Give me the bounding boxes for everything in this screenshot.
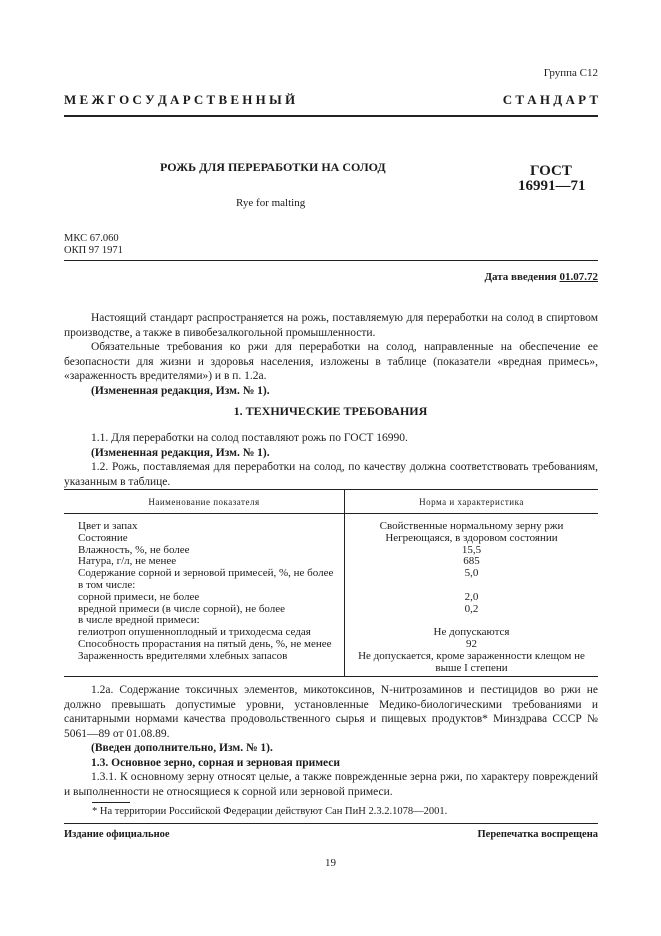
table-cell-name: Содержание сорной и зерновой примесей, %, не более bbox=[64, 568, 345, 580]
column-header-name: Наименование показателя bbox=[64, 490, 345, 514]
table-cell-value: 92 bbox=[466, 637, 477, 650]
table-cell-name: Влажность, %, не более bbox=[64, 545, 345, 557]
table-cell-value: 0,2 bbox=[464, 602, 479, 615]
document-title-en: Rye for malting bbox=[236, 197, 306, 209]
footnote-separator bbox=[92, 802, 130, 803]
codes-rule bbox=[64, 260, 598, 261]
table-cell-value: 15,5 bbox=[461, 543, 482, 556]
table-cell-value bbox=[345, 580, 599, 592]
page-number: 19 bbox=[325, 857, 336, 869]
gost-label: ГОСТ bbox=[530, 163, 572, 179]
clause-1-1-amendment: (Измененная редакция, Изм. № 1). bbox=[91, 446, 270, 459]
table-row bbox=[64, 580, 598, 592]
section-1-text bbox=[64, 431, 598, 489]
table-cell-name: Натура, г/л, не менее bbox=[64, 556, 345, 568]
intro-date bbox=[484, 271, 598, 283]
table-cell-value: Свойственные нормальному зерну ржи bbox=[379, 520, 564, 532]
table-cell-value: Негреющаяся, в здоровом состоянии bbox=[385, 531, 558, 544]
table-cell-value: 5,0 bbox=[464, 567, 479, 580]
table-cell-name: в том числе: bbox=[64, 580, 345, 592]
table-cell-name: Состояние bbox=[64, 533, 345, 545]
column-header-norm: Норма и характеристика bbox=[345, 490, 599, 514]
table-cell-name: вредной примеси (в числе сорной), не более bbox=[64, 604, 345, 616]
table-row bbox=[64, 592, 598, 604]
table-cell-name: Цвет и запах bbox=[64, 514, 345, 533]
table-cell-value: Не допускаются bbox=[433, 626, 510, 639]
table-cell-value: 685 bbox=[463, 555, 480, 568]
table-cell-name: сорной примеси, не более bbox=[64, 592, 345, 604]
table-row bbox=[64, 514, 598, 533]
official-edition-label: Издание официальное bbox=[64, 829, 170, 840]
requirements-table bbox=[64, 489, 598, 677]
table-cell-value: 2,0 bbox=[464, 590, 479, 603]
mks-code: МКС 67.060 bbox=[64, 233, 119, 244]
table-cell-name: в числе вредной примеси: bbox=[64, 615, 345, 627]
okp-code: ОКП 97 1971 bbox=[64, 245, 123, 256]
gost-number: 16991—71 bbox=[518, 178, 586, 194]
banner-right: С Т А Н Д А Р Т bbox=[502, 92, 598, 107]
intro-text bbox=[64, 311, 598, 398]
clause-1-2: 1.2. Рожь, поставляемая для переработки на солод, по качеству должна соответствовать требованиям, указанным в таблице. bbox=[64, 461, 598, 488]
section-1-2a-text bbox=[64, 683, 598, 799]
table-cell-name: гелиотроп опушенноплодный и триходесма седая bbox=[64, 627, 345, 639]
intro-date-value: 01.07.72 bbox=[559, 271, 598, 283]
table-row bbox=[64, 568, 598, 580]
clause-1-2a-amendment: (Введен дополнительно, Изм. № 1). bbox=[91, 742, 273, 754]
standard-banner bbox=[64, 92, 598, 108]
banner-left: М Е Ж Г О С У Д А Р С Т В Е Н Н Ы Й bbox=[64, 92, 296, 107]
table-cell-value: Не допускается, кроме зараженности клещом не выше I степени bbox=[345, 651, 599, 677]
table-cell-name: Способность прорастания на пятый день, %, не менее bbox=[64, 639, 345, 651]
table-header bbox=[64, 490, 598, 514]
group-label: Группа С12 bbox=[543, 67, 598, 79]
intro-paragraph-1: Настоящий стандарт распространяется на рожь, поставляемую для переработки на солод в спиртовом производстве, а также в пивобезалкогольной промышленности. bbox=[64, 312, 598, 339]
clause-1-3-heading: 1.3. Основное зерно, сорная и зерновая примеси bbox=[91, 756, 341, 769]
table-row bbox=[64, 639, 598, 651]
table-row bbox=[64, 533, 598, 545]
footer-rule bbox=[64, 823, 598, 824]
intro-amendment: (Измененная редакция, Изм. № 1). bbox=[91, 384, 270, 397]
intro-paragraph-2: Обязательные требования ко ржи для переработки на солод, направленные на обеспечение ее безопасности для жизни и здоровья населения, изложены в таблице (показатели «вредная примесь», «зараженность вредителями») и в п. 1.2а. bbox=[64, 341, 598, 382]
intro-date-label: Дата введения bbox=[484, 271, 557, 283]
reprint-prohibited-label: Перепечатка воспрещена bbox=[477, 829, 598, 840]
clause-1-3-1: 1.3.1. К основному зерну относят целые, а также поврежденные зерна ржи, по характеру повреждений и выполненности не относящиеся к сорной или зерновой примеси. bbox=[64, 771, 598, 798]
table-cell-name: Зараженность вредителями хлебных запасов bbox=[64, 651, 345, 677]
footnote: * На территории Российской Федерации действуют Сан ПиН 2.3.2.1078—2001. bbox=[92, 806, 448, 817]
document-title: РОЖЬ ДЛЯ ПЕРЕРАБОТКИ НА СОЛОД bbox=[160, 160, 386, 174]
clause-1-1: 1.1. Для переработки на солод поставляют рожь по ГОСТ 16990. bbox=[91, 432, 408, 444]
table-row bbox=[64, 651, 598, 677]
section-heading: 1. ТЕХНИЧЕСКИЕ ТРЕБОВАНИЯ bbox=[233, 404, 428, 418]
classification-codes bbox=[64, 233, 123, 257]
clause-1-2a: 1.2а. Содержание токсичных элементов, микотоксинов, N-нитрозаминов и пестицидов во ржи не должно превышать допустимые уровни, установленные Медико-биологическими требованиями и санитарными нормами качества продовольственного сырья и пищевых продуктов* Минздрава СССР № 5061—89 от 01.08.89. bbox=[64, 684, 598, 740]
header-rule bbox=[64, 115, 598, 117]
